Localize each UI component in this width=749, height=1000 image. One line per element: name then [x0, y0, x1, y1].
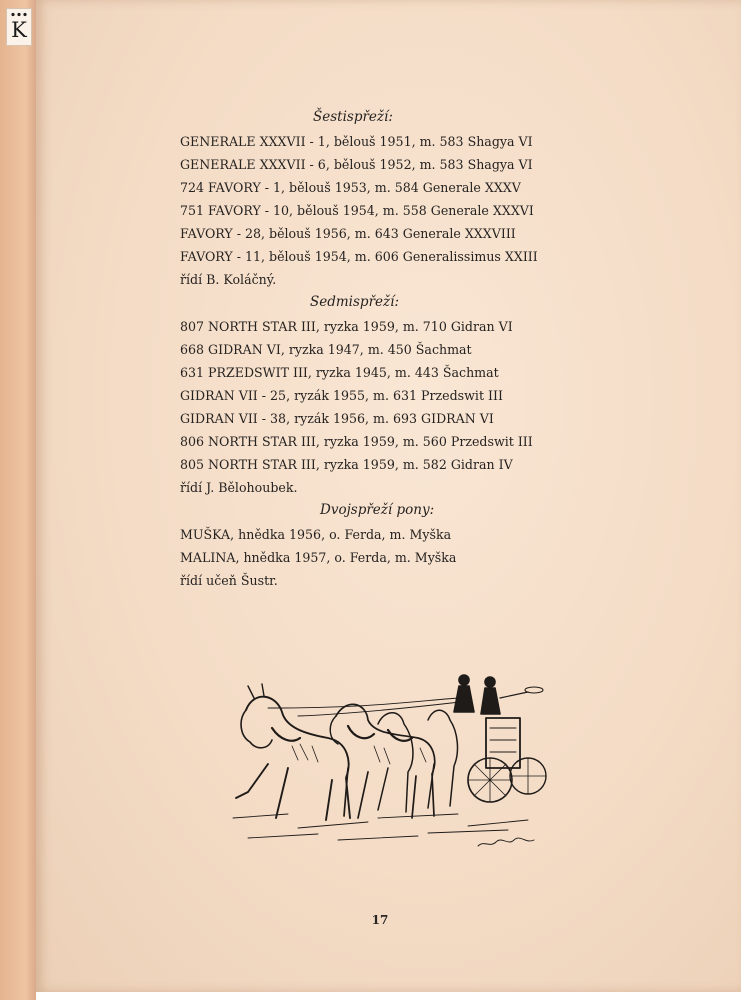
section-seven-horse-team — [180, 291, 600, 499]
list-item: 805 NORTH STAR III, ryzka 1959, m. 582 Gidran IV — [180, 457, 513, 472]
logo-dots — [10, 12, 28, 17]
list-item: FAVORY - 11, bělouš 1954, m. 606 Generalissimus XXIII — [180, 249, 538, 264]
list-item: 724 FAVORY - 1, bělouš 1953, m. 584 Generale XXXV — [180, 180, 521, 195]
driver-line: řídí J. Bělohoubek. — [180, 480, 298, 495]
list-item: GENERALE XXXVII - 6, bělouš 1952, m. 583 Shagya VI — [180, 157, 533, 172]
section-heading: Šestispřeží: — [313, 109, 393, 125]
list-item: FAVORY - 28, bělouš 1956, m. 643 Generale XXXVIII — [180, 226, 516, 241]
driver-line: řídí B. Koláčný. — [180, 272, 277, 287]
scan-margin-bottom — [36, 992, 749, 1000]
section-six-horse-team — [180, 106, 600, 291]
driver-line: řídí učeň Šustr. — [180, 573, 278, 588]
corner-logo — [6, 8, 32, 46]
list-item: 631 PRZEDSWIT III, ryzka 1945, m. 443 Šachmat — [180, 365, 499, 380]
list-item: MUŠKA, hnědka 1956, o. Ferda, m. Myška — [180, 527, 452, 542]
list-item: 807 NORTH STAR III, ryzka 1959, m. 710 Gidran VI — [180, 319, 513, 334]
list-item: 668 GIDRAN VI, ryzka 1947, m. 450 Šachmat — [180, 342, 472, 357]
section-heading: Sedmispřeží: — [310, 294, 399, 310]
scan-margin-right — [741, 0, 749, 1000]
section-heading: Dvojspřeží pony: — [320, 502, 435, 518]
page-content — [180, 106, 600, 592]
list-item: MALINA, hnědka 1957, o. Ferda, m. Myška — [180, 550, 457, 565]
list-item: GIDRAN VII - 25, ryzák 1955, m. 631 Przedswit III — [180, 388, 503, 403]
list-item: 806 NORTH STAR III, ryzka 1959, m. 560 Przedswit III — [180, 434, 533, 449]
previous-page-edge — [0, 0, 36, 1000]
list-item: GENERALE XXXVII - 1, bělouš 1951, m. 583 Shagya VI — [180, 134, 533, 149]
section-pony-pair — [180, 499, 600, 592]
list-item: GIDRAN VII - 38, ryzák 1956, m. 693 GIDRAN VI — [180, 411, 494, 426]
horse-carriage-illustration — [228, 668, 548, 862]
page-number: 17 — [371, 913, 389, 927]
list-item: 751 FAVORY - 10, bělouš 1954, m. 558 Generale XXXVI — [180, 203, 534, 218]
logo-letter: K — [11, 18, 27, 42]
